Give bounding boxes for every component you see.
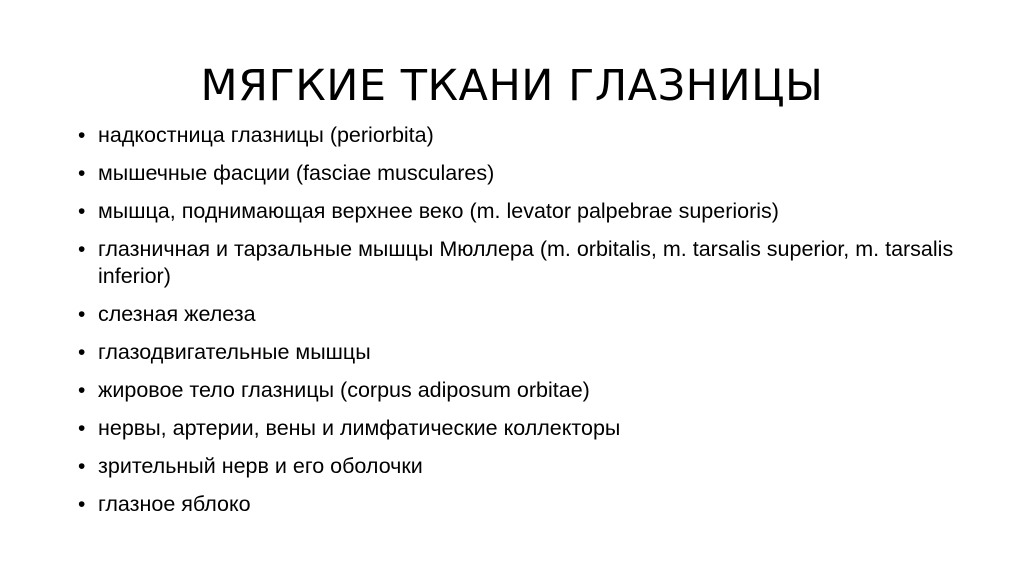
bullet-item: • мышечные фасции (fasciae musculares): [78, 160, 958, 187]
bullet-list: [78, 122, 958, 529]
bullet-item: • жировое тело глазницы (corpus adiposum orbitae): [78, 377, 958, 404]
bullet-item: • глазничная и тарзальные мышцы Мюллера (m. orbitalis, m. tarsalis superior, m. tarsalis inferior): [78, 236, 958, 290]
bullet-item: • слезная железа: [78, 301, 958, 328]
bullet-item: • нервы, артерии, вены и лимфатические коллекторы: [78, 415, 958, 442]
bullet-item: • зрительный нерв и его оболочки: [78, 453, 958, 480]
bullet-item: • глазное яблоко: [78, 491, 958, 518]
bullet-item: • надкостница глазницы (periorbita): [78, 122, 958, 149]
bullet-item: • мышца, поднимающая верхнее веко (m. levator palpebrae superioris): [78, 198, 958, 225]
bullet-item: • глазодвигательные мышцы: [78, 339, 958, 366]
slide-title: МЯГКИЕ ТКАНИ ГЛАЗНИЦЫ: [200, 61, 824, 111]
